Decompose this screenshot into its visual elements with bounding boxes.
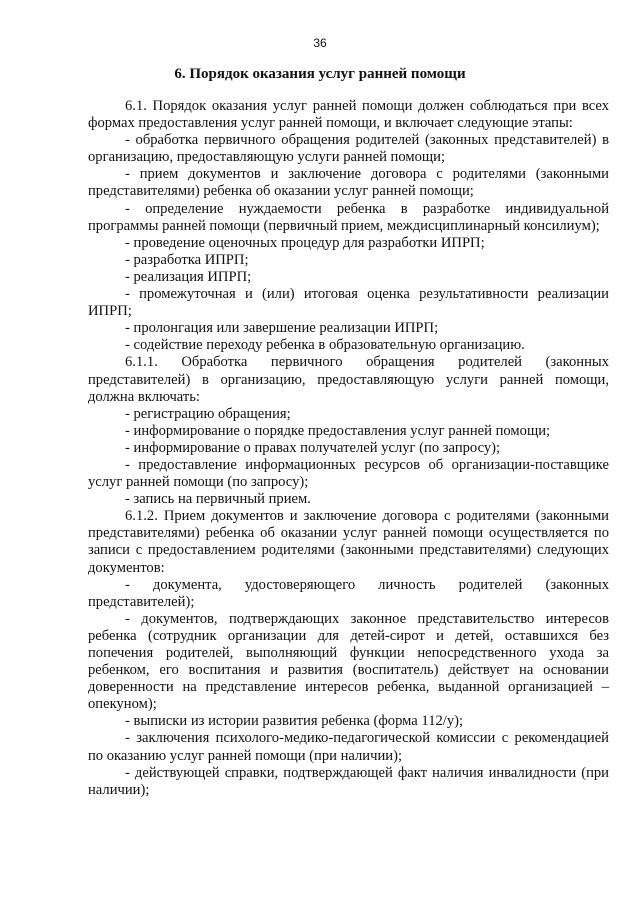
list-item: - содействие переходу ребенка в образовательную организацию.: [125, 337, 525, 354]
list-item: - заключения психолого-медико-педагогической комиссии с рекомендацией по оказанию услуг ранней помощи (при наличии);: [88, 730, 609, 764]
page-number: 36: [313, 36, 327, 50]
list-item: - документа, удостоверяющего личность родителей (законных представителей);: [88, 576, 609, 610]
list-item: - действующей справки, подтверждающей факт наличия инвалидности (при наличии);: [88, 764, 609, 798]
list-item: - разработка ИПРП;: [125, 251, 249, 268]
paragraph: 6.1. Порядок оказания услуг ранней помощи должен соблюдаться при всех формах предоставления услуг ранней помощи, и включает следующие этапы:: [88, 98, 609, 132]
list-item: - реализация ИПРП;: [125, 268, 252, 285]
list-item: - промежуточная и (или) итоговая оценка результативности реализации ИПРП;: [88, 286, 609, 320]
list-item: - запись на первичный прием.: [125, 491, 311, 508]
section-body: [88, 98, 609, 799]
list-item: - информирование о порядке предоставления услуг ранней помощи;: [125, 422, 551, 439]
paragraph: 6.1.1. Обработка первичного обращения родителей (законных представителей) в организацию, предоставляющую услуги ранней помощи, должна включать:: [88, 354, 609, 405]
list-item: - выписки из истории развития ребенка (форма 112/у);: [125, 713, 464, 730]
section-heading: 6. Порядок оказания услуг ранней помощи: [174, 66, 466, 82]
list-item: - обработка первичного обращения родителей (законных представителей) в организацию, предоставляющую услуги ранней помощи;: [88, 132, 609, 166]
paragraph: 6.1.2. Прием документов и заключение договора с родителями (законными представителями) ребенка об оказании услуг ранней помощи осуществляется по записи с предоставлением родителями (законными представителями) следующих документов:: [88, 508, 609, 576]
list-item: - пролонгация или завершение реализации ИПРП;: [125, 320, 439, 337]
list-item: - информирование о правах получателей услуг (по запросу);: [125, 439, 501, 456]
list-item: - проведение оценочных процедур для разработки ИПРП;: [125, 234, 485, 251]
list-item: - определение нуждаемости ребенка в разработке индивидуальной программы ранней помощи (первичный прием, междисциплинарный консилиум);: [88, 200, 609, 234]
list-item: - предоставление информационных ресурсов об организации-поставщике услуг ранней помощи (по запросу);: [88, 456, 609, 491]
list-item: - документов, подтверждающих законное представительство интересов ребенка (сотрудник организации для детей-сирот и детей, оставшихся без попечения родителей, выполняющий функции непосредственного ухода за ребенком, его воспитания и развития (воспитатель) действует на основании доверенности на представление интересов ребенка, выданной организацией – опекуном);: [88, 610, 609, 713]
list-item: - регистрацию обращения;: [125, 405, 291, 422]
list-item: - прием документов и заключение договора с родителями (законными представителями) ребенка об оказании услуг ранней помощи;: [88, 166, 609, 200]
